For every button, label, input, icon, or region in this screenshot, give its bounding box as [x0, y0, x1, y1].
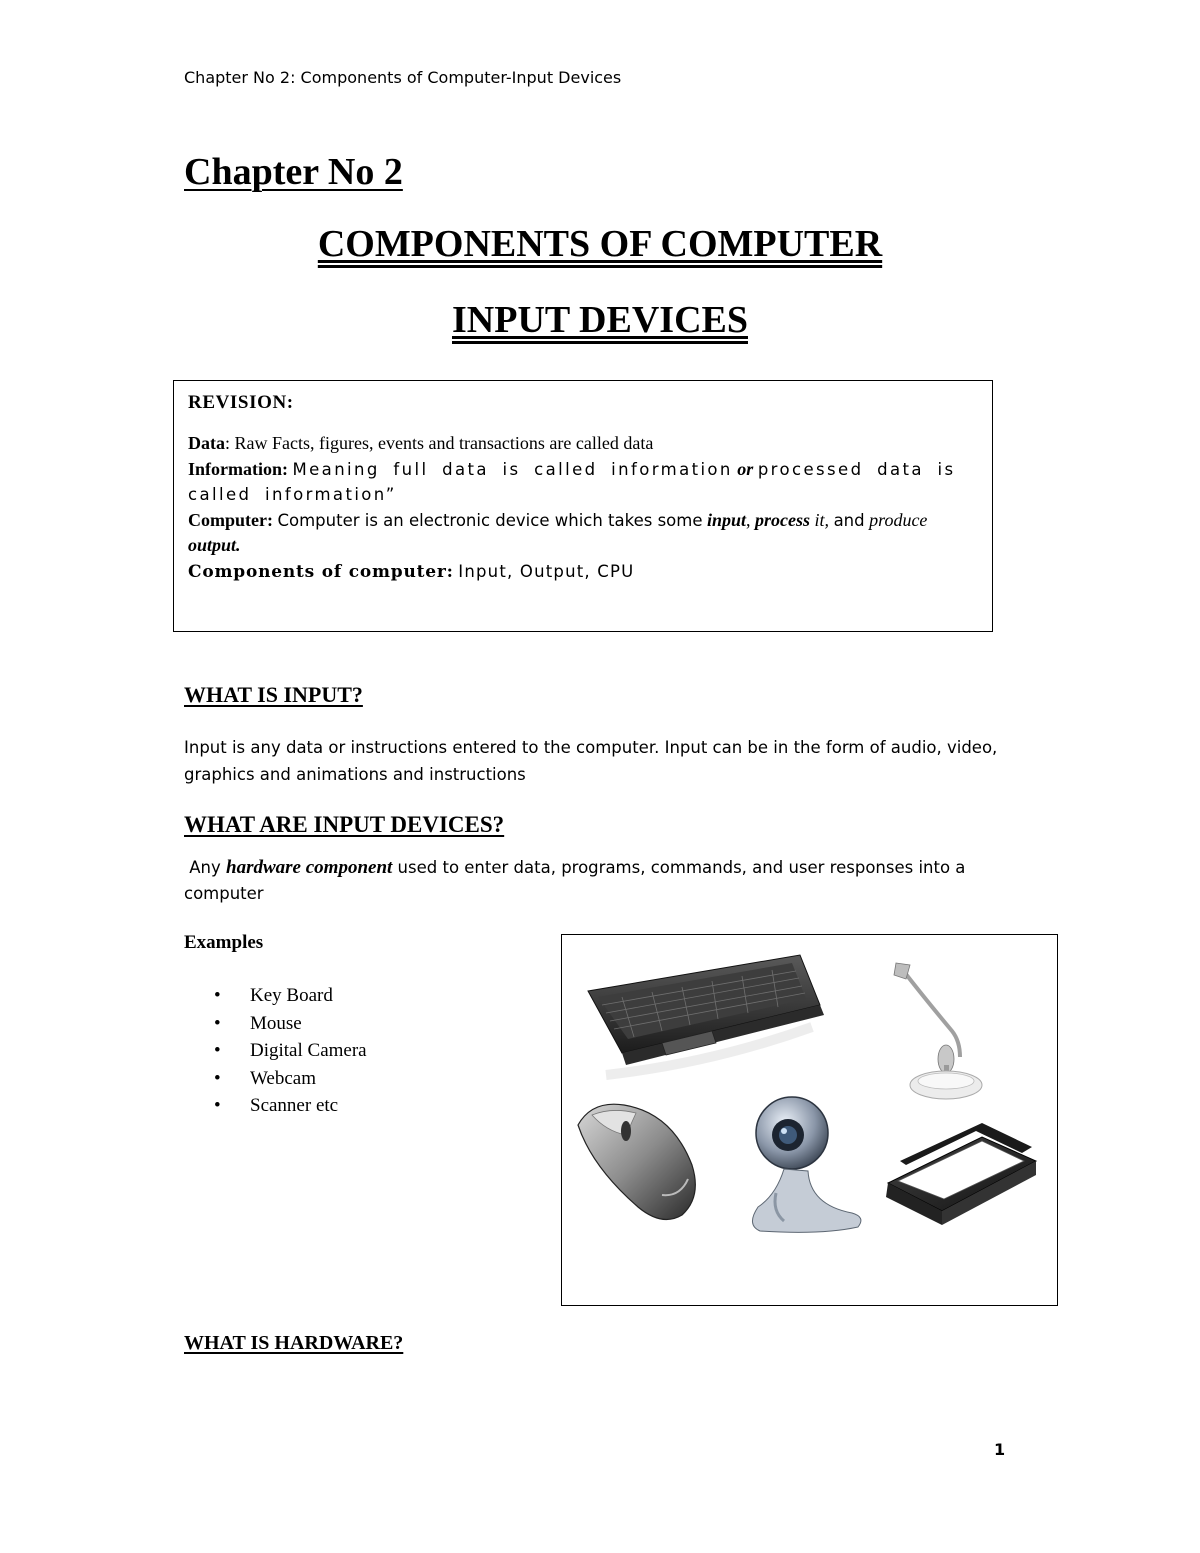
revision-box [173, 380, 993, 632]
revision-information-line [188, 457, 972, 508]
computer-definition: Computer is an electronic device which takes some [277, 510, 703, 530]
list-item: • Digital Camera [214, 1037, 367, 1065]
running-header: Chapter No 2: Components of Computer-Input Devices [184, 68, 622, 87]
page-number: 1 [994, 1440, 1006, 1459]
bullet-icon: • [214, 1012, 221, 1034]
input-devices-illustration [562, 935, 1059, 1307]
computer-output: output. [188, 535, 241, 555]
list-item: • Scanner etc [214, 1092, 367, 1120]
information-or: or [737, 458, 754, 479]
computer-comma: , [746, 509, 751, 530]
components-definition: Input, Output, CPU [458, 561, 635, 581]
information-definition: Meaning full data is called information [292, 459, 733, 479]
computer-it: it, [814, 509, 830, 530]
bullet-icon: • [214, 985, 221, 1006]
list-item: • Key Board [214, 982, 367, 1010]
revision-components-line [188, 559, 972, 586]
keyboard-icon [588, 955, 824, 1075]
bullet-icon: • [214, 1067, 221, 1089]
what-is-input-heading: WHAT IS INPUT? [184, 682, 363, 707]
list-item: • Webcam [214, 1065, 367, 1093]
microphone-icon [894, 963, 982, 1099]
what-is-hardware-heading: WHAT IS HARDWARE? [184, 1332, 404, 1354]
examples-label: Examples [184, 932, 264, 953]
information-definition-alt: processed data is called information” [188, 459, 956, 504]
chapter-title: Chapter No 2 [184, 151, 403, 193]
examples-list [214, 982, 367, 1120]
scanner-icon [886, 1123, 1036, 1225]
bullet-icon: • [214, 1040, 221, 1061]
bullet-icon: • [214, 1095, 221, 1116]
hardware-component-emphasis: hardware component [226, 857, 393, 878]
input-devices-text-after: used to enter data, programs, commands, and user responses into a computer [184, 858, 966, 903]
input-devices-text [184, 855, 1014, 907]
computer-produce: produce [869, 509, 928, 530]
computer-and: and [833, 510, 865, 530]
information-label: Information: [188, 458, 288, 479]
what-is-input-text: Input is any data or instructions entered to the computer. Input can be in the form of audio, video, graphics and animations and instructions [184, 738, 998, 784]
input-devices-heading: WHAT ARE INPUT DEVICES? [184, 812, 505, 837]
computer-process: process [755, 509, 811, 530]
mouse-icon [578, 1104, 695, 1219]
revision-computer-line [188, 508, 972, 559]
computer-label: Computer: [188, 509, 273, 530]
computer-input: input [707, 509, 747, 530]
input-devices-text-before: Any [189, 858, 221, 877]
input-devices-figure [561, 934, 1058, 1306]
data-label: Data [188, 433, 225, 453]
list-item: • Mouse [214, 1010, 367, 1038]
components-label: Components of computer: [188, 561, 454, 582]
data-definition: : Raw Facts, figures, events and transactions are called data [225, 433, 654, 453]
webcam-icon [752, 1097, 860, 1232]
main-title: COMPONENTS OF COMPUTER [317, 223, 883, 265]
revision-data-line [188, 431, 972, 457]
revision-heading: REVISION: [188, 392, 294, 413]
main-subtitle: INPUT DEVICES [452, 299, 748, 341]
